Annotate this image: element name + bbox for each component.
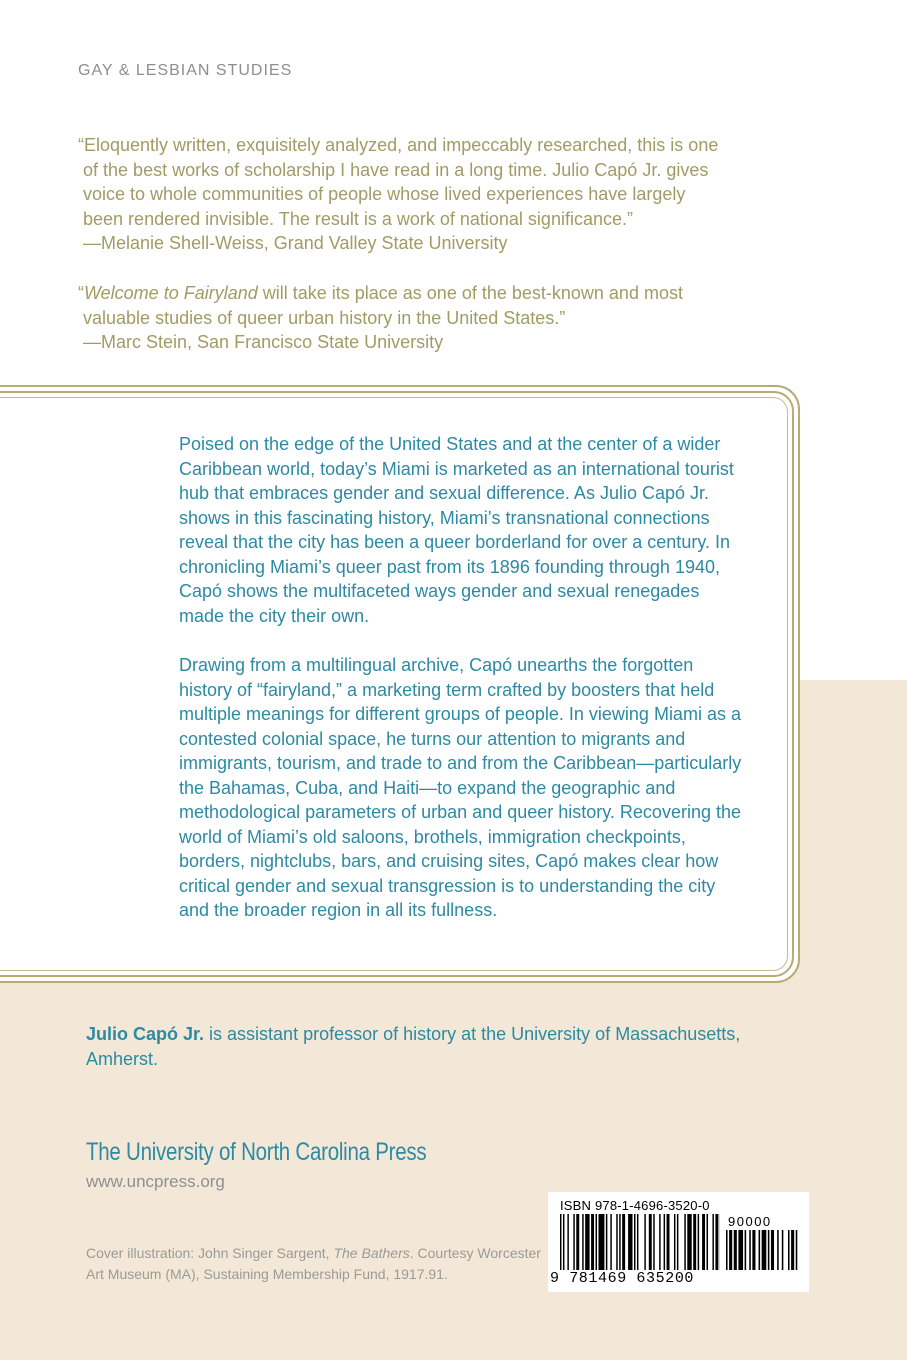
quote-text: “Eloquently written, exquisitely analyzed, and impeccably researched, this is one of the best works of scholarship I have read in a long time. Julio Capó Jr. gives voice to whole communities of people whose lived experiences have largely been rendered invisible. The result is a work of national significance.” xyxy=(78,135,719,229)
barcode-bar xyxy=(707,1214,708,1270)
quote-open-mark: “ xyxy=(78,283,84,303)
price-code: 90000 xyxy=(728,1214,772,1229)
barcode-bar xyxy=(738,1230,743,1270)
barcode-bar xyxy=(649,1214,652,1270)
barcode-bar xyxy=(698,1214,699,1270)
barcode-bar xyxy=(762,1230,767,1270)
review-quote-2 xyxy=(78,281,738,355)
quote-attribution: —Marc Stein, San Francisco State University xyxy=(78,332,444,352)
barcode-bar xyxy=(749,1230,751,1270)
barcode-bar xyxy=(644,1214,645,1270)
author-bio-text: is assistant professor of history at the University of Massachusetts, Amherst. xyxy=(86,1024,741,1069)
barcode-bar xyxy=(715,1214,718,1270)
barcode-bar xyxy=(628,1214,632,1270)
blurb-paragraph-1: Poised on the edge of the United States and at the center of a wider Caribbean world, today’s Miami is marketed as an international tourist hub that embraces gender and sexual difference. As Julio Capó Jr. shows in this fascinating history, Miami’s transnational connections reveal that the city has been a queer borderland for over a century. In chronicling Miami’s queer past from its 1896 founding through 1940, Capó shows the multifaceted ways gender and sexual renegades made the city their own. xyxy=(179,434,734,626)
barcode-bar xyxy=(622,1214,625,1270)
quote-attribution: —Melanie Shell-Weiss, Grand Valley State University xyxy=(78,233,508,253)
barcode-bar xyxy=(637,1214,638,1270)
barcode-bar xyxy=(616,1214,617,1270)
barcode-bar xyxy=(677,1214,678,1270)
barcode-bar xyxy=(582,1214,583,1270)
barcode-bar xyxy=(573,1214,574,1270)
addon-barcode xyxy=(726,1230,801,1270)
credit-text: . Courtesy Worcester Art Museum (MA), Sustaining Membership Fund, 1917.91. xyxy=(86,1245,541,1282)
artwork-title: The Bathers xyxy=(333,1245,410,1261)
barcode-bar xyxy=(560,1214,561,1270)
barcode-bar xyxy=(596,1214,597,1270)
isbn-label: ISBN 978-1-4696-3520-0 xyxy=(560,1198,710,1213)
barcode-bar xyxy=(585,1214,589,1270)
barcode-bar xyxy=(752,1230,755,1270)
barcode-bar xyxy=(653,1214,654,1270)
barcode-bar xyxy=(567,1214,568,1270)
blurb-paragraph-2: Drawing from a multilingual archive, Capó unearths the forgotten history of “fairyland,” a marketing term crafted by boosters that held multiple meanings for different groups of people. In viewing Miami as a contested colonial space, he turns our attention to migrants and immigrants, tourism, and trade to and from the Caribbean—particularly the Bahamas, Cuba, and Haiti—to expand the geographic and methodological parameters of urban and queer history. Recovering the world of Miami’s old saloons, brothels, immigration checkpoints, borders, nightclubs, bars, and cruising sites, Capó makes clear how critical gender and sexual transgression is to understanding the city and the broader region in all its fullness. xyxy=(179,655,742,920)
barcode-bar xyxy=(684,1214,685,1270)
barcode-bar xyxy=(788,1230,790,1270)
barcode-bar xyxy=(610,1214,611,1270)
barcode-bar xyxy=(687,1214,691,1270)
barcode-bar xyxy=(734,1230,737,1270)
barcode-bar xyxy=(712,1214,713,1270)
author-bio xyxy=(86,1022,786,1071)
category-label: GAY & LESBIAN STUDIES xyxy=(78,62,293,79)
barcode-bar xyxy=(667,1214,670,1270)
barcode-bar xyxy=(771,1230,774,1270)
barcode-bar xyxy=(726,1230,728,1270)
review-quote-1 xyxy=(78,133,738,256)
book-title: Welcome to Fairyland xyxy=(84,283,258,303)
author-name: Julio Capó Jr. xyxy=(86,1024,205,1044)
barcode-box xyxy=(548,1192,809,1292)
barcode-bar xyxy=(598,1214,604,1270)
barcode-bar xyxy=(693,1214,696,1270)
cover-credit xyxy=(86,1243,546,1285)
publisher-website: www.uncpress.org xyxy=(86,1172,225,1191)
publisher-name: The University of North Carolina Press xyxy=(86,1138,427,1166)
barcode-bar xyxy=(759,1230,761,1270)
barcode-bar xyxy=(674,1214,675,1270)
barcode-bar xyxy=(782,1230,784,1270)
ean-barcode xyxy=(560,1214,720,1270)
barcode-bar xyxy=(745,1230,747,1270)
barcode-bar xyxy=(729,1230,732,1270)
barcode-bar xyxy=(791,1230,794,1270)
barcode-bar xyxy=(796,1230,798,1270)
barcode-bar xyxy=(563,1214,564,1270)
barcode-bar xyxy=(702,1214,705,1270)
barcode-bar xyxy=(768,1230,770,1270)
barcode-bar xyxy=(591,1214,594,1270)
barcode-bar xyxy=(634,1214,635,1270)
barcode-bar xyxy=(664,1214,665,1270)
ean-digits: 9 781469 635200 xyxy=(550,1270,695,1287)
barcode-bar xyxy=(606,1214,607,1270)
credit-text: Cover illustration: John Singer Sargent, xyxy=(86,1245,334,1261)
barcode-bar xyxy=(576,1214,579,1270)
quote-text: will take its place as one of the best-known and most valuable studies of queer urban history in the United States.” xyxy=(83,283,683,328)
barcode-bar xyxy=(619,1214,620,1270)
barcode-bar xyxy=(777,1230,779,1270)
barcode-bar xyxy=(659,1214,660,1270)
